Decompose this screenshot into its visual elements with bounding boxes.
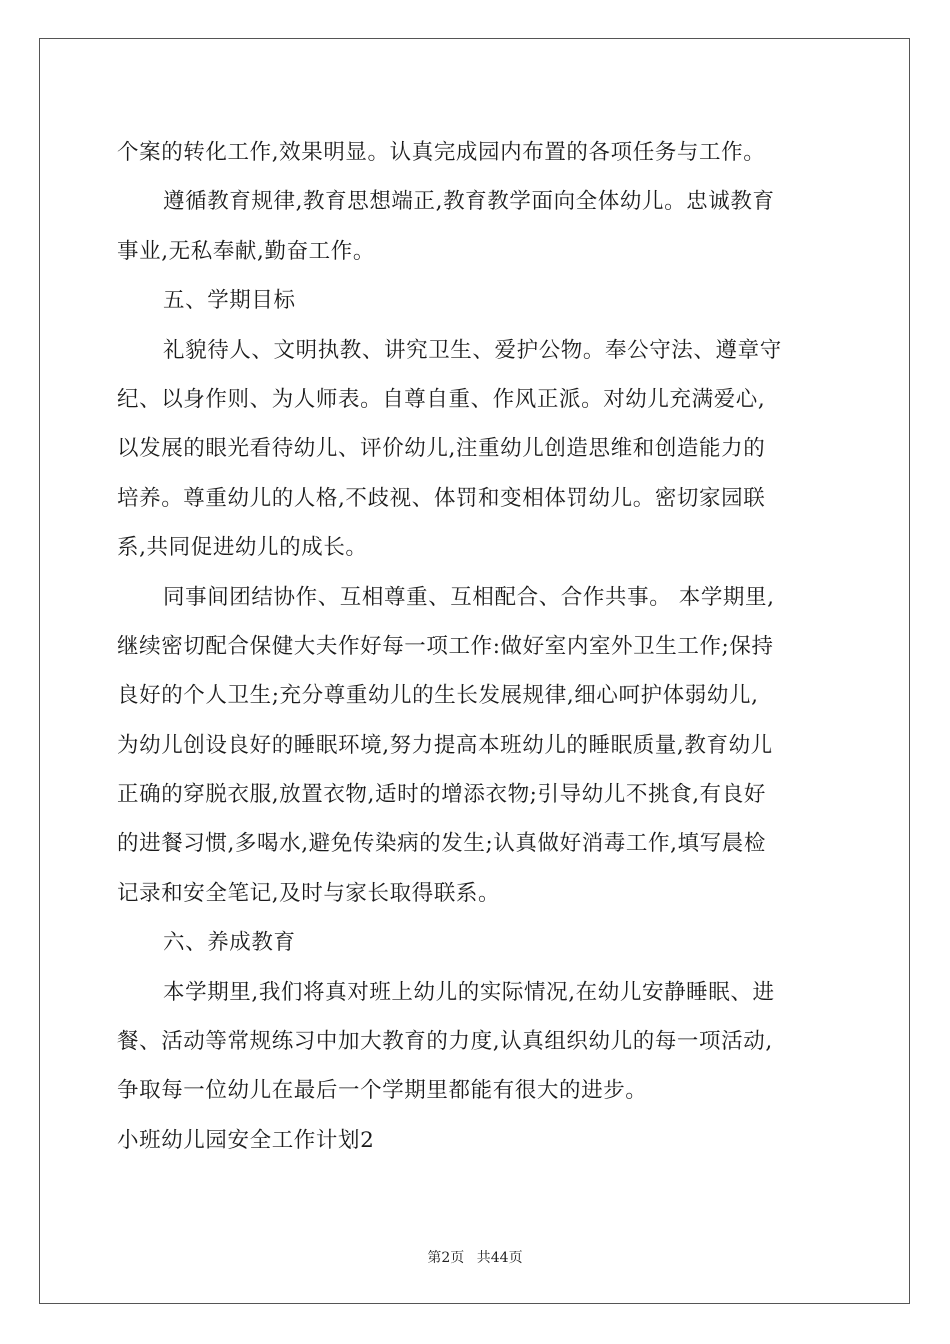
text-line: 记录和安全笔记,及时与家长取得联系。 [117, 880, 501, 906]
text-line: 事业,无私奉献,勤奋工作。 [117, 238, 375, 264]
text-line: 培养。尊重幼儿的人格,不歧视、体罚和变相体罚幼儿。密切家园联 [117, 485, 766, 511]
text-line: 同事间团结协作、互相尊重、互相配合、合作共事。 本学期里, [163, 584, 775, 610]
section-heading: 六、养成教育 [163, 930, 296, 956]
text-line: 为幼儿创设良好的睡眠环境,努力提高本班幼儿的睡眠质量,教育幼儿 [117, 732, 773, 758]
text-line: 个案的转化工作,效果明显。认真完成园内布置的各项任务与工作。 [117, 140, 766, 165]
page-footer [0, 1247, 950, 1267]
text-line: 争取每一位幼儿在最后一个学期里都能有很大的进步。 [117, 1078, 648, 1104]
document-title-2: 小班幼儿园安全工作计划2 [117, 1127, 375, 1153]
text-line: 系,共同促进幼儿的成长。 [117, 535, 368, 561]
text-line: 以发展的眼光看待幼儿、评价幼儿,注重幼儿创造思维和创造能力的 [117, 436, 766, 462]
text-line: 良好的个人卫生;充分尊重幼儿的生长发展规律,细心呵护体弱幼儿, [117, 683, 759, 709]
text-line: 遵循教育规律,教育思想端正,教育教学面向全体幼儿。忠诚教育 [163, 189, 775, 215]
page-number: 第2页 [427, 1250, 465, 1266]
text-line: 正确的穿脱衣服,放置衣物,适时的增添衣物;引导幼儿不挑食,有良好 [117, 782, 766, 808]
text-line: 餐、活动等常规练习中加大教育的力度,认真组织幼儿的每一项活动, [117, 1029, 773, 1055]
document-body [117, 128, 837, 1165]
text-line: 的进餐习惯,多喝水,避免传染病的发生;认真做好消毒工作,填写晨检 [117, 831, 766, 857]
text-line: 礼貌待人、文明执教、讲究卫生、爱护公物。奉公守法、遵章守 [163, 337, 782, 363]
text-line: 纪、以身作则、为人师表。自尊自重、作风正派。对幼儿充满爱心, [117, 386, 766, 412]
section-heading: 五、学期目标 [163, 288, 296, 314]
text-line: 继续密切配合保健大夫作好每一项工作:做好室内室外卫生工作;保持 [117, 633, 774, 659]
page-total: 共44页 [476, 1250, 523, 1266]
text-line: 本学期里,我们将真对班上幼儿的实际情况,在幼儿安静睡眠、进 [163, 979, 775, 1005]
